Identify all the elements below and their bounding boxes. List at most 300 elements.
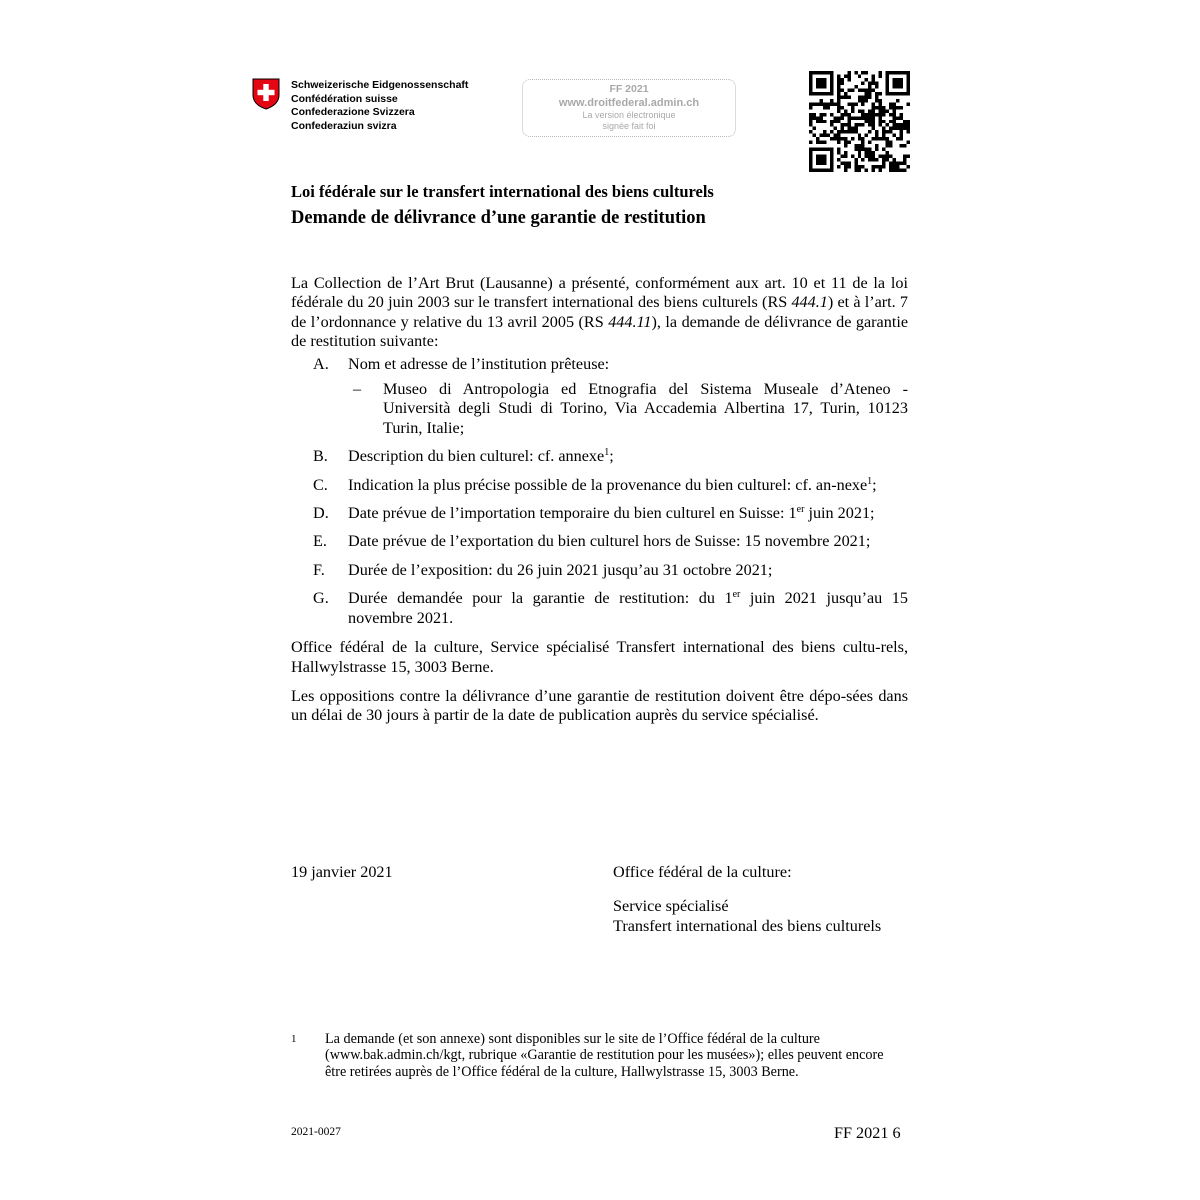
qr-module [812, 71, 815, 74]
qr-module [858, 137, 861, 140]
list-text: Date prévue de l’exportation du bien culturel hors de Suisse: 15 novembre 2021; [348, 532, 871, 551]
qr-module [858, 99, 861, 102]
qr-module [840, 137, 843, 140]
qr-module [851, 130, 854, 133]
qr-module [896, 78, 899, 81]
qr-module [886, 158, 889, 161]
qr-module [812, 102, 815, 105]
qr-module [893, 169, 896, 172]
qr-module [809, 102, 812, 105]
qr-module [816, 137, 819, 140]
qr-module [830, 74, 833, 77]
qr-module [837, 102, 840, 105]
qr-module [896, 137, 899, 140]
list-item-f [291, 561, 908, 580]
list-text: Date prévue de l’importation temporaire du bien culturel en Suisse: 1 [348, 504, 797, 523]
qr-module [837, 106, 840, 109]
qr-module [833, 102, 836, 105]
qr-module [903, 120, 906, 123]
qr-module [861, 116, 864, 119]
qr-module [893, 81, 896, 84]
qr-module [833, 127, 836, 130]
qr-module [847, 74, 850, 77]
qr-module [823, 92, 826, 95]
qr-module [889, 120, 892, 123]
qr-module [886, 71, 889, 74]
qr-module [889, 102, 892, 105]
qr-module [830, 88, 833, 91]
list-letter: F. [313, 560, 325, 579]
qr-module [823, 81, 826, 84]
qr-module [879, 137, 882, 140]
qr-module [854, 85, 857, 88]
qr-module [865, 99, 868, 102]
qr-module [819, 102, 822, 105]
qr-module [826, 106, 829, 109]
qr-module [886, 88, 889, 91]
qr-module [809, 148, 812, 151]
list-letter: D. [313, 504, 329, 523]
qr-module [830, 99, 833, 102]
qr-module [886, 137, 889, 140]
qr-module [886, 109, 889, 112]
qr-module [812, 134, 815, 137]
qr-module [865, 155, 868, 158]
qr-module [893, 92, 896, 95]
qr-module [893, 127, 896, 130]
qr-module [879, 71, 882, 74]
qr-module [809, 130, 812, 133]
qr-module [844, 74, 847, 77]
qr-module [837, 88, 840, 91]
qr-module [837, 148, 840, 151]
list-item-a [291, 355, 908, 439]
qr-module [872, 116, 875, 119]
qr-module [819, 169, 822, 172]
qr-module [819, 81, 822, 84]
qr-module [893, 102, 896, 105]
qr-module [819, 158, 822, 161]
qr-module [893, 109, 896, 112]
qr-module [826, 148, 829, 151]
list-letter: G. [313, 589, 329, 608]
qr-module [868, 109, 871, 112]
qr-module [900, 113, 903, 116]
footnote-ref: 1 [867, 475, 873, 487]
qr-module [882, 165, 885, 168]
qr-module [879, 74, 882, 77]
qr-module [847, 127, 850, 130]
qr-module [868, 88, 871, 91]
qr-module [816, 81, 819, 84]
qr-module [889, 113, 892, 116]
qr-module [903, 155, 906, 158]
qr-module [833, 137, 836, 140]
qr-module [900, 106, 903, 109]
qr-module [854, 162, 857, 165]
footnote-number: 1 [291, 1033, 297, 1045]
qr-module [879, 92, 882, 95]
qr-module [893, 120, 896, 123]
list-text: Indication la plus précise possible de la provenance du bien culturel: cf. an-nexe [348, 475, 868, 494]
qr-module [837, 78, 840, 81]
qr-module [882, 109, 885, 112]
qr-module [837, 99, 840, 102]
qr-module [830, 92, 833, 95]
qr-module [882, 113, 885, 116]
qr-module [879, 99, 882, 102]
qr-module [889, 106, 892, 109]
qr-module [868, 116, 871, 119]
qr-module [823, 78, 826, 81]
qr-module [854, 116, 857, 119]
qr-module [816, 71, 819, 74]
qr-module [830, 151, 833, 154]
qr-module [893, 106, 896, 109]
qr-module [907, 81, 910, 84]
qr-module [900, 85, 903, 88]
qr-module [896, 92, 899, 95]
qr-module [861, 141, 864, 144]
qr-module [809, 141, 812, 144]
qr-module [875, 134, 878, 137]
qr-module [907, 155, 910, 158]
qr-module [823, 85, 826, 88]
qr-module [872, 127, 875, 130]
qr-module [847, 141, 850, 144]
qr-module [872, 102, 875, 105]
qr-module [889, 169, 892, 172]
qr-module [837, 158, 840, 161]
qr-module [812, 92, 815, 95]
qr-module [907, 92, 910, 95]
qr-module [837, 134, 840, 137]
qr-module [830, 169, 833, 172]
qr-module [809, 155, 812, 158]
qr-module [837, 151, 840, 154]
qr-module [872, 155, 875, 158]
qr-module [840, 81, 843, 84]
qr-module [875, 148, 878, 151]
qr-module [872, 106, 875, 109]
qr-module [854, 130, 857, 133]
qr-module [900, 169, 903, 172]
qr-module [907, 127, 910, 130]
qr-module [865, 92, 868, 95]
list-item-b [291, 447, 908, 466]
qr-module [868, 113, 871, 116]
list-text: Durée de l’exposition: du 26 juin 2021 jusqu’au 31 octobre 2021; [348, 560, 773, 579]
footnote [291, 1031, 908, 1080]
qr-module [875, 113, 878, 116]
qr-module [903, 169, 906, 172]
qr-module [837, 109, 840, 112]
qr-module [875, 137, 878, 140]
qr-module [872, 151, 875, 154]
qr-module [861, 144, 864, 147]
qr-module [809, 88, 812, 91]
qr-module [900, 127, 903, 130]
qr-module [823, 71, 826, 74]
qr-module [840, 106, 843, 109]
qr-module [812, 113, 815, 116]
qr-module [868, 130, 871, 133]
qr-module [823, 141, 826, 144]
qr-module [819, 141, 822, 144]
signature-block [613, 863, 881, 936]
qr-module [861, 158, 864, 161]
qr-module [872, 78, 875, 81]
office-paragraph: Office fédéral de la culture, Service spécialisé Transfert international des biens cultu-rels, Hallwylstrasse 15, 3003 Berne. [291, 638, 908, 676]
qr-module [809, 120, 812, 123]
qr-module [851, 109, 854, 112]
list-text-end: juin 2021; [804, 504, 875, 523]
qr-module [893, 123, 896, 126]
qr-module [823, 148, 826, 151]
qr-module [861, 71, 864, 74]
qr-module [861, 81, 864, 84]
qr-module [865, 71, 868, 74]
list-text-end: juin 2021 jusqu’au 15 novembre 2021. [348, 589, 908, 627]
opposition-paragraph: Les oppositions contre la délivrance d’une garantie de restitution doivent être dépo-sées dans un délai de 30 jours à partir de la date de publication auprès du service spécialisé. [291, 686, 908, 725]
qr-module [865, 95, 868, 98]
qr-module [868, 158, 871, 161]
qr-module [893, 71, 896, 74]
qr-module [809, 74, 812, 77]
qr-module [830, 130, 833, 133]
qr-module [900, 144, 903, 147]
qr-module [823, 102, 826, 105]
qr-module [823, 113, 826, 116]
qr-module [889, 130, 892, 133]
qr-module [903, 92, 906, 95]
qr-module [854, 102, 857, 105]
qr-module [868, 85, 871, 88]
qr-module [900, 116, 903, 119]
qr-module [844, 95, 847, 98]
qr-module [861, 95, 864, 98]
qr-module [851, 127, 854, 130]
qr-module [868, 81, 871, 84]
qr-module [819, 71, 822, 74]
qr-module [819, 134, 822, 137]
lending-institution-address: Museo di Antropologia ed Etnografia del Sistema Museale d’Ateneo - Università degli Studi di Torino, Via Accademia Albertina 17, Turin, 10123 Turin, Italie; [383, 380, 908, 437]
qr-module [809, 113, 812, 116]
qr-module [837, 137, 840, 140]
qr-module [858, 151, 861, 154]
qr-module [816, 155, 819, 158]
qr-module [858, 95, 861, 98]
qr-module [840, 162, 843, 165]
qr-module [900, 81, 903, 84]
qr-module [816, 141, 819, 144]
qr-module [903, 144, 906, 147]
qr-module [865, 169, 868, 172]
qr-code-icon [809, 71, 910, 172]
qr-module [837, 95, 840, 98]
qr-module [819, 113, 822, 116]
qr-module [844, 144, 847, 147]
qr-module [809, 85, 812, 88]
qr-module [847, 123, 850, 126]
stamp-ff: FF 2021 [609, 83, 649, 95]
qr-module [847, 113, 850, 116]
qr-module [858, 109, 861, 112]
qr-module [896, 71, 899, 74]
qr-module [907, 74, 910, 77]
qr-module [840, 123, 843, 126]
qr-module [826, 134, 829, 137]
qr-module [861, 137, 864, 140]
qr-module [896, 99, 899, 102]
qr-module [816, 148, 819, 151]
qr-module [837, 120, 840, 123]
qr-module [819, 78, 822, 81]
qr-module [816, 78, 819, 81]
qr-module [879, 109, 882, 112]
lending-institution [348, 380, 908, 438]
qr-module [882, 106, 885, 109]
qr-module [875, 95, 878, 98]
qr-module [896, 127, 899, 130]
qr-module [847, 116, 850, 119]
qr-module [896, 169, 899, 172]
list-text-end: ; [872, 475, 877, 494]
qr-module [875, 106, 878, 109]
qr-module [879, 155, 882, 158]
qr-module [816, 85, 819, 88]
stamp-url: www.droitfederal.admin.ch [558, 97, 700, 109]
qr-module [900, 134, 903, 137]
qr-module [812, 127, 815, 130]
qr-module [875, 81, 878, 84]
qr-module [886, 141, 889, 144]
qr-module [830, 162, 833, 165]
qr-module [882, 162, 885, 165]
qr-module [812, 169, 815, 172]
qr-module [840, 155, 843, 158]
qr-module [893, 162, 896, 165]
qr-module [809, 116, 812, 119]
intro-ref-1: 444.1 [791, 293, 828, 312]
qr-module [900, 78, 903, 81]
document-subtitle: Demande de délivrance d’une garantie de restitution [291, 208, 706, 228]
qr-module [823, 130, 826, 133]
qr-module [861, 165, 864, 168]
qr-module [851, 137, 854, 140]
qr-module [826, 169, 829, 172]
qr-module [854, 158, 857, 161]
qr-module [865, 113, 868, 116]
qr-module [844, 109, 847, 112]
qr-module [900, 123, 903, 126]
intro-ref-2: 444.11 [608, 312, 652, 331]
qr-module [819, 148, 822, 151]
qr-module [854, 144, 857, 147]
qr-module [872, 165, 875, 168]
qr-module [840, 78, 843, 81]
qr-module [903, 127, 906, 130]
qr-module [886, 74, 889, 77]
qr-module [889, 162, 892, 165]
qr-module [861, 88, 864, 91]
qr-module [819, 120, 822, 123]
qr-module [830, 123, 833, 126]
qr-module [816, 162, 819, 165]
qr-module [847, 120, 850, 123]
list-text-end: ; [609, 447, 614, 466]
qr-module [868, 151, 871, 154]
qr-module [858, 155, 861, 158]
qr-module [844, 123, 847, 126]
qr-module [809, 71, 812, 74]
qr-module [819, 85, 822, 88]
qr-module [868, 92, 871, 95]
qr-module [844, 162, 847, 165]
qr-module [830, 81, 833, 84]
qr-module [837, 74, 840, 77]
qr-module [847, 130, 850, 133]
qr-module [823, 162, 826, 165]
qr-module [819, 116, 822, 119]
qr-module [858, 88, 861, 91]
qr-module [858, 134, 861, 137]
qr-module [823, 106, 826, 109]
qr-module [809, 123, 812, 126]
qr-module [840, 130, 843, 133]
qr-module [830, 113, 833, 116]
qr-module [830, 155, 833, 158]
qr-module [823, 169, 826, 172]
qr-module [868, 120, 871, 123]
qr-module [882, 134, 885, 137]
confederation-name-it: Confederazione Svizzera [291, 106, 415, 118]
footnote-text: La demande (et son annexe) sont disponibles sur le site de l’Office fédéral de la culture (www.bak.admin.ch/kgt, rubrique «Garantie de restitution pour les musées»); elles peuvent encore être retirées auprès de l’Office fédéral de la culture, Hallwylstrasse 15, 3003 Berne. [325, 1031, 884, 1080]
qr-module [858, 116, 861, 119]
qr-module [875, 158, 878, 161]
qr-module [851, 155, 854, 158]
qr-module [896, 116, 899, 119]
intro-text-2: ) et à l’art. 7 de l’ordonnance y relative du 13 avril 2005 (RS [291, 293, 908, 331]
qr-module [830, 71, 833, 74]
list-item-d [291, 504, 908, 523]
qr-module [903, 162, 906, 165]
qr-module [872, 88, 875, 91]
qr-module [854, 165, 857, 168]
qr-module [907, 165, 910, 168]
qr-module [882, 120, 885, 123]
qr-module [830, 137, 833, 140]
qr-module [889, 144, 892, 147]
qr-module [872, 74, 875, 77]
qr-module [903, 123, 906, 126]
qr-module [809, 169, 812, 172]
qr-module [816, 102, 819, 105]
ordinal-suffix: er [732, 589, 741, 601]
ordinal-suffix: er [796, 504, 805, 516]
qr-module [886, 144, 889, 147]
qr-module [833, 116, 836, 119]
qr-module [865, 116, 868, 119]
qr-module [861, 99, 864, 102]
qr-module [875, 144, 878, 147]
qr-module [868, 148, 871, 151]
list-item-e [291, 532, 908, 551]
qr-module [840, 113, 843, 116]
qr-module [844, 165, 847, 168]
qr-module [872, 81, 875, 84]
stamp-note-1: La version électronique [582, 110, 676, 120]
